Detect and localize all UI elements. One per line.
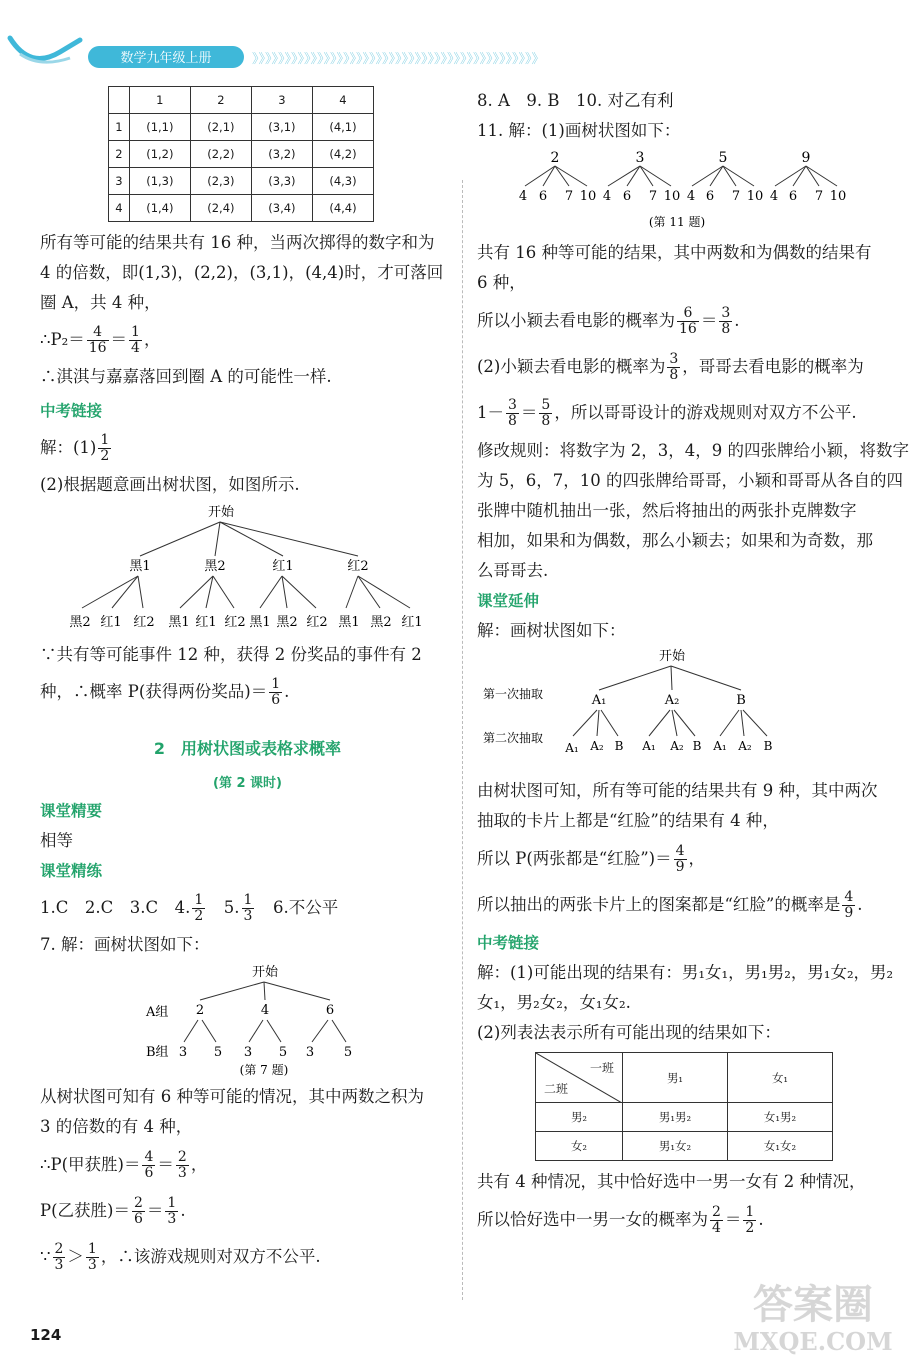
- tree-leaf: A₁: [642, 739, 656, 753]
- fraction: $\frac{5}{8}$: [541, 397, 551, 429]
- fraction: $\frac{3}{8}$: [669, 351, 679, 383]
- formula-line: ∵ $\frac{2}{3}$ ＞ $\frac{1}{3}$ ，∴该游戏规则对双方不公平.: [40, 1241, 321, 1273]
- heading-ketang-jingyao: 课堂精要: [40, 802, 103, 820]
- text-line: 所有等可能的结果共有 16 种，当两次掷得的数字和为: [40, 233, 435, 252]
- grid-cell: (4,2): [312, 141, 373, 168]
- col-header: 女₁: [728, 1053, 833, 1103]
- grid-cell: (1,1): [129, 114, 190, 141]
- text-line: 张牌中随机抽出一张，然后将抽出的两张扑克牌数字: [477, 501, 857, 520]
- grid-row: [109, 114, 374, 141]
- text-line: 共有 4 种情况，其中恰好选中一男一女有 2 种情况，: [477, 1172, 866, 1191]
- tree-root: 开始: [658, 649, 686, 664]
- text-line: 相等: [40, 831, 73, 850]
- table-cell: 男₁女₂: [623, 1132, 728, 1161]
- grid-cell: (4,4): [312, 195, 373, 222]
- group-a-label: A组: [146, 1005, 169, 1020]
- formula-line: 所以 P(两张都是“红脸”)＝ $\frac{4}{9}$ ，: [477, 843, 706, 875]
- tree-leaf: 3: [178, 1045, 188, 1060]
- tree-leaf: 7: [648, 189, 658, 204]
- table-cell: 女₁男₂: [728, 1103, 833, 1132]
- fraction: $\frac{1}{2}$: [100, 432, 110, 464]
- tree-leaf: A₂: [590, 739, 604, 753]
- text-line: 圈 A，共 4 种，: [40, 293, 161, 312]
- grid-cell: (2,2): [190, 141, 251, 168]
- header-decor: 》》》》》》》》》》》》》》》》》》》》》》》》》》》》》》》》》》》》》》》》》》》》: [252, 52, 545, 67]
- tree-leaf: 7: [564, 189, 574, 204]
- watermark-text: 答案圈: [753, 1281, 873, 1328]
- grid-cell: 4: [109, 195, 130, 222]
- grid-cell: 1: [129, 87, 190, 114]
- tree-leaf: 黑1: [249, 615, 271, 630]
- tree-node: 4: [260, 1003, 270, 1018]
- fraction: $\frac{2}{3}$: [177, 1149, 187, 1181]
- tree-leaf: B: [763, 739, 773, 753]
- formula-line: (2)小颖去看电影的概率为 $\frac{3}{8}$ ，哥哥去看电影的概率为: [477, 351, 864, 383]
- section-subtitle: (第 2 课时): [213, 776, 282, 791]
- table-cell: 男₁男₂: [623, 1103, 728, 1132]
- answer-line: 1.C 2.C 3.C 4. $\frac{1}{2}$ 5. $\frac{1}{3}$ 6.不公平: [40, 892, 339, 924]
- corner-top-label: 一班: [589, 1061, 614, 1075]
- column-divider: [462, 180, 463, 1300]
- text-line: (2)列表法表示所有可能出现的结果如下：: [477, 1023, 781, 1042]
- fraction: $\frac{2}{6}$: [133, 1195, 143, 1227]
- text-line: ∵共有等可能事件 12 种，获得 2 份奖品的事件有 2: [40, 645, 422, 664]
- row-header: 男₂: [536, 1103, 623, 1132]
- tree-leaf: 5: [278, 1045, 288, 1060]
- text-line: 4 的倍数，即(1,3)，(2,2)，(3,1)，(4,4)时，才可落回: [40, 263, 444, 282]
- fraction: $\frac{4}{16}$: [88, 324, 107, 356]
- fraction: $\frac{4}{6}$: [144, 1149, 154, 1181]
- tree-leaf: 3: [243, 1045, 253, 1060]
- grid-cell: (4,3): [312, 168, 373, 195]
- fraction: $\frac{4}{9}$: [675, 843, 685, 875]
- tree-leaf: 红2: [224, 615, 246, 630]
- grid-row: [109, 141, 374, 168]
- tree-node: 3: [635, 150, 645, 166]
- formula-line: 1－ $\frac{3}{8}$ ＝ $\frac{5}{8}$ ，所以哥哥设计的游戏规则对双方不公平.: [477, 397, 857, 429]
- tree-group: [770, 150, 846, 204]
- formula-line: 解：(1) $\frac{1}{2}$: [40, 432, 110, 464]
- figure-caption: (第 11 题): [648, 215, 706, 229]
- fraction: $\frac{2}{4}$: [712, 1204, 721, 1236]
- grid-cell: (3,3): [251, 168, 312, 195]
- table-cell: 女₁女₂: [728, 1132, 833, 1161]
- table-row: [536, 1132, 833, 1161]
- group-b-label: B组: [146, 1045, 169, 1060]
- banner-title: 数学九年级上册: [120, 51, 212, 66]
- formula-line: 所以抽出的两张卡片上的图案都是“红脸”的概率是 $\frac{4}{9}$ .: [477, 889, 863, 921]
- tree-leaf: 10: [579, 189, 597, 204]
- tree-leaf: 黑2: [69, 615, 91, 630]
- tree-diagram-q11: [477, 146, 897, 234]
- grid-row: [109, 168, 374, 195]
- grid-cell: [109, 87, 130, 114]
- tree-leaf: B: [692, 739, 702, 753]
- dice-grid-table: [108, 86, 374, 222]
- text-line: 从树状图可知有 6 种等可能的情况，其中两数之积为: [40, 1087, 424, 1106]
- heading-zhongkao-link: 中考链接: [477, 934, 540, 952]
- formula-line: P(乙获胜)＝ $\frac{2}{6}$ ＝ $\frac{1}{3}$ .: [40, 1195, 186, 1227]
- tree-group: [603, 150, 680, 204]
- grid-cell: (2,1): [190, 114, 251, 141]
- text-line: 女₁，男₂女₂，女₁女₂.: [477, 993, 631, 1012]
- grid-cell: 2: [190, 87, 251, 114]
- tree-node: A₁: [591, 693, 607, 708]
- text-line: 抽取的卡片上都是“红脸”的结果有 4 种，: [477, 811, 779, 830]
- tree-leaf: 红1: [401, 615, 423, 630]
- tree-diagram-cards: [477, 646, 897, 772]
- tree-root: 开始: [251, 965, 279, 980]
- formula-line: 种，∴概率 P(获得两份奖品)＝ $\frac{1}{6}$ .: [40, 676, 290, 708]
- tree-leaf: A₁: [713, 739, 727, 753]
- heading-ketang-yanshen: 课堂延伸: [477, 592, 540, 610]
- text-line: 解：画树状图如下：: [477, 621, 626, 640]
- formula-line: 所以恰好选中一男一女的概率为 $\frac{2}{4}$ ＝ $\frac{1}{2}$ .: [477, 1204, 764, 1236]
- text-line: 么哥哥去.: [477, 561, 549, 580]
- corner-cell: [536, 1053, 623, 1103]
- right-column: [477, 86, 909, 1243]
- tree-leaf: 红1: [100, 615, 122, 630]
- tree-node: 6: [325, 1003, 335, 1018]
- tree-leaf: 6: [538, 189, 548, 204]
- tree-diagram-q7: [40, 960, 455, 1078]
- grid-row: [109, 195, 374, 222]
- row-header: 女₂: [536, 1132, 623, 1161]
- heading-ketang-jinglian: 课堂精练: [40, 862, 103, 880]
- tree-leaf: 7: [731, 189, 741, 204]
- tree-node: 5: [718, 150, 728, 166]
- fraction: $\frac{6}{16}$: [679, 305, 697, 337]
- tree-node: 黑2: [204, 559, 226, 574]
- watermark-logo: [728, 1272, 898, 1358]
- tree-leaf: 6: [705, 189, 715, 204]
- grid-cell: (3,1): [251, 114, 312, 141]
- tree-leaf: 4: [769, 189, 779, 204]
- grid-cell: (1,2): [129, 141, 190, 168]
- text-line: 7. 解：画树状图如下：: [40, 935, 210, 954]
- draw2-label: 第二次抽取: [483, 731, 544, 745]
- figure-caption: (第 7 题): [239, 1063, 289, 1077]
- grid-cell: 3: [109, 168, 130, 195]
- tree-leaf: 10: [663, 189, 681, 204]
- tree-leaf: A₂: [670, 739, 684, 753]
- text-line: 6 种，: [477, 273, 526, 292]
- tree-node: 2: [550, 150, 560, 166]
- text-line: 修改规则：将数字为 2，3，4，9 的四张牌给小颖，将数字: [477, 441, 909, 460]
- fraction: $\frac{1}{3}$: [243, 892, 253, 924]
- class-selection-table: [535, 1052, 833, 1161]
- tree-leaf: 5: [213, 1045, 223, 1060]
- grid-cell: (4,1): [312, 114, 373, 141]
- tree-leaf: A₂: [738, 739, 752, 753]
- text-line: 解：(1)可能出现的结果有：男₁女₁，男₁男₂，男₁女₂，男₂: [477, 963, 894, 982]
- text-line: 相加，如果和为偶数，那么小颖去；如果和为奇数，那: [477, 531, 873, 550]
- grid-cell: (3,4): [251, 195, 312, 222]
- heading-zhongkao-link: 中考链接: [40, 402, 103, 420]
- tree-node: 黑1: [129, 559, 151, 574]
- tree-diagram-prizes: [40, 500, 455, 636]
- tree-leaf: 红1: [195, 615, 217, 630]
- grid-header-row: [109, 87, 374, 114]
- fraction: $\frac{3}{8}$: [508, 397, 517, 429]
- tree-node: 红1: [272, 559, 294, 574]
- tree-leaf: B: [614, 739, 624, 753]
- grid-cell: (3,2): [251, 141, 312, 168]
- formula-line: 所以小颖去看电影的概率为 $\frac{6}{16}$ ＝ $\frac{3}{8}$ .: [477, 305, 740, 337]
- grid-cell: (1,3): [129, 168, 190, 195]
- table-header-row: [536, 1053, 833, 1103]
- tree-leaf: A₁: [565, 741, 579, 755]
- corner-bottom-label: 二班: [544, 1082, 569, 1096]
- tree-leaf: 4: [518, 189, 528, 204]
- text-line: 为 5，6，7，10 的四张牌给哥哥，小颖和哥哥从各自的四: [477, 471, 903, 490]
- fraction: $\frac{3}{8}$: [721, 305, 731, 337]
- fraction: $\frac{4}{9}$: [844, 889, 854, 921]
- tree-leaf: 6: [788, 189, 798, 204]
- fraction: $\frac{1}{3}$: [167, 1195, 177, 1227]
- tree-node: 红2: [347, 559, 369, 574]
- tree-leaf: 红2: [133, 615, 155, 630]
- formula-line: ∴P₂＝ $\frac{4}{16}$ ＝ $\frac{1}{4}$ ，: [40, 324, 161, 356]
- tree-leaf: 黑1: [168, 615, 190, 630]
- text-line: 共有 16 种等可能的结果，其中两数和为偶数的结果有: [477, 243, 872, 262]
- tree-leaf: 黑1: [338, 615, 360, 630]
- tree-leaf: 3: [305, 1045, 315, 1060]
- draw1-label: 第一次抽取: [483, 687, 544, 701]
- text-line: 由树状图可知，所有等可能的结果共有 9 种，其中两次: [477, 781, 878, 800]
- grid-cell: 3: [251, 87, 312, 114]
- tree-leaf: 10: [829, 189, 847, 204]
- tree-leaf: 7: [814, 189, 824, 204]
- tree-leaf: 10: [746, 189, 764, 204]
- fraction: $\frac{1}{4}$: [131, 324, 140, 356]
- left-column: [40, 86, 455, 1280]
- text-line: (2)根据题意画出树状图，如图所示.: [40, 475, 300, 494]
- tree-leaf: 黑2: [276, 615, 298, 630]
- page-header: [0, 0, 916, 80]
- tree-group: [519, 150, 596, 204]
- grid-cell: (2,3): [190, 168, 251, 195]
- tree-leaf: 红2: [306, 615, 328, 630]
- tree-leaf: 5: [343, 1045, 353, 1060]
- grid-cell: 4: [312, 87, 373, 114]
- table-row: [536, 1103, 833, 1132]
- tree-node: A₂: [664, 693, 680, 708]
- formula-line: ∴P(甲获胜)＝ $\frac{4}{6}$ ＝ $\frac{2}{3}$ ，: [40, 1149, 208, 1181]
- fraction: $\frac{2}{3}$: [54, 1241, 64, 1273]
- tree-node: 9: [801, 150, 811, 166]
- text-line: 8. A 9. B 10. 对乙有利: [477, 91, 674, 110]
- fraction: $\frac{1}{2}$: [194, 892, 204, 924]
- tree-leaf: 4: [602, 189, 612, 204]
- fraction: $\frac{1}{6}$: [271, 676, 281, 708]
- grid-cell: (2,4): [190, 195, 251, 222]
- tree-leaf: 4: [686, 189, 696, 204]
- tree-leaf: 6: [622, 189, 632, 204]
- page-number: 124: [30, 1326, 62, 1344]
- watermark-url: MXQE.COM: [733, 1327, 893, 1356]
- tree-group: [687, 150, 763, 204]
- text-line: ∴淇淇与嘉嘉落回到圈 A 的可能性一样.: [40, 367, 332, 386]
- grid-cell: (1,4): [129, 195, 190, 222]
- tree-root: 开始: [207, 505, 235, 520]
- grid-cell: 2: [109, 141, 130, 168]
- section-title: 2 用树状图或表格求概率: [153, 739, 342, 758]
- tree-node: B: [736, 693, 746, 708]
- grid-cell: 1: [109, 114, 130, 141]
- tree-leaf: 黑2: [370, 615, 392, 630]
- tree-node: 2: [195, 1003, 205, 1018]
- fraction: $\frac{1}{2}$: [745, 1204, 755, 1236]
- text-line: 11. 解：(1)画树状图如下：: [477, 121, 681, 140]
- col-header: 男₁: [623, 1053, 728, 1103]
- text-line: 3 的倍数的有 4 种，: [40, 1117, 193, 1136]
- fraction: $\frac{1}{3}$: [87, 1241, 97, 1273]
